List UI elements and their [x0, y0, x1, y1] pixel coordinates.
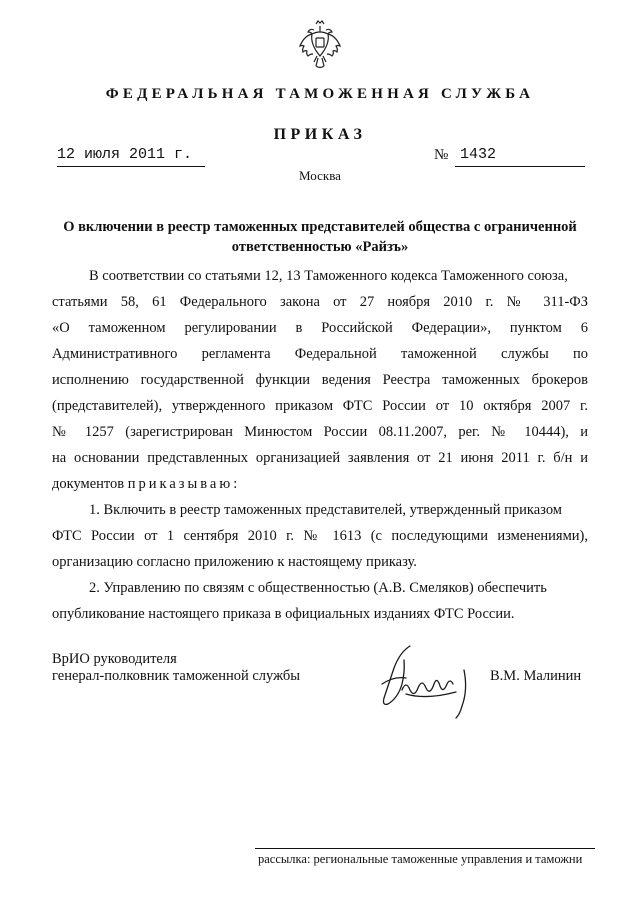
order-date: 12 июля 2011 г.	[57, 146, 193, 163]
body-word: документов	[52, 476, 125, 492]
body-line: № 1257 (зарегистрирован Минюстом России 08.11.2007, рег. № 10444), и	[52, 424, 588, 440]
signer-name: В.М. Малинин	[490, 668, 582, 684]
double-headed-eagle-icon	[296, 18, 344, 72]
body-line: на основании представленных организацией заявления от 21 июня 2011 г. б/н и	[52, 450, 588, 466]
clause-1-line: организацию согласно приложению к настоящему приказу.	[52, 554, 417, 570]
clause-1-line: 1. Включить в реестр таможенных представителей, утвержденный приказом	[89, 502, 562, 518]
signer-position-line1: ВрИО руководителя	[52, 651, 177, 667]
body-line: «О таможенном регулировании в Российской Федерации», пунктом 6	[52, 320, 588, 336]
clause-2-line: опубликование настоящего приказа в официальных изданиях ФТС России.	[52, 606, 515, 622]
number-sign: №	[434, 147, 449, 163]
document-title: ПРИКАЗ	[273, 126, 367, 143]
city: Москва	[299, 168, 341, 183]
clause-2-line: 2. Управлению по связям с общественностью (А.В. Смеляков) обеспечить	[89, 580, 547, 596]
date-underline	[57, 166, 205, 167]
body-line: исполнению государственной функции ведения Реестра таможенных брокеров	[52, 372, 588, 388]
order-verb: приказываю:	[127, 476, 241, 492]
handwritten-signature-icon	[372, 640, 482, 722]
distribution-list: рассылка: региональные таможенные управления и таможни	[258, 852, 583, 866]
order-number: 1432	[460, 146, 497, 163]
signer-position-line2: генерал-полковник таможенной службы	[52, 668, 301, 684]
clause-1-line: ФТС России от 1 сентября 2010 г. № 1613 (с последующими изменениями),	[52, 528, 588, 544]
body-line: статьями 58, 61 Федерального закона от 27 ноября 2010 г. № 311-ФЗ	[52, 294, 588, 310]
order-subject: О включении в реестр таможенных представителей общества с ограниченной ответственностью «Райзъ»	[63, 219, 577, 255]
body-line: Административного регламента Федеральной таможенной службы по	[52, 346, 588, 362]
distribution-divider	[255, 848, 595, 849]
body-line: В соответствии со статьями 12, 13 Таможенного кодекса Таможенного союза,	[89, 268, 568, 284]
body-line: (представителей), утвержденного приказом ФТС России от 10 октября 2007 г.	[52, 398, 588, 414]
number-underline	[455, 166, 585, 167]
body-line	[52, 474, 588, 494]
agency-name: ФЕДЕРАЛЬНАЯ ТАМОЖЕННАЯ СЛУЖБА	[105, 86, 535, 102]
